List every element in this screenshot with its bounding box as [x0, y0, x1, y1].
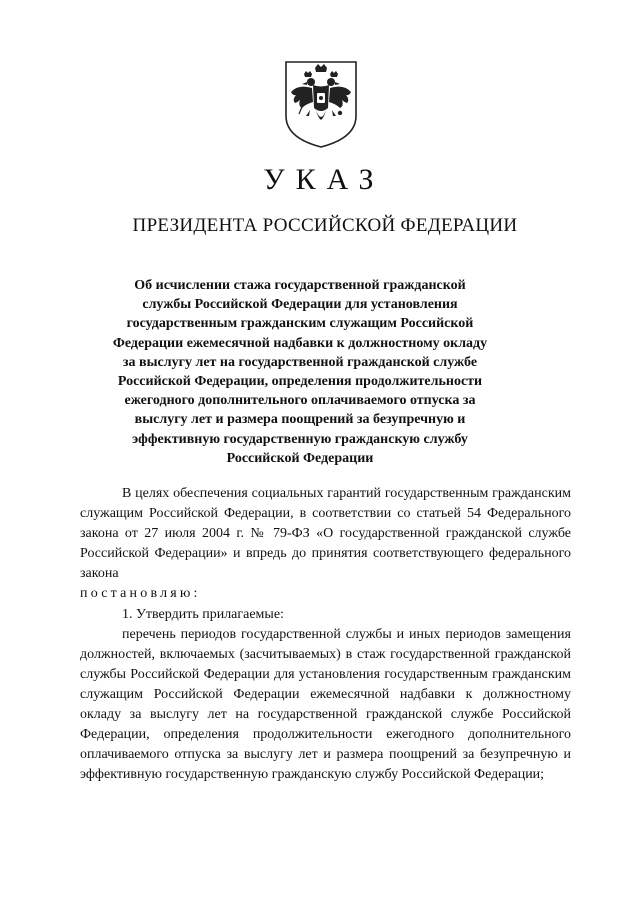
decree-title [90, 276, 510, 468]
title-line: эффективную государственную гражданскую службу [132, 431, 468, 447]
decree-body [80, 484, 571, 785]
title-line: Российской Федерации [226, 450, 374, 466]
coat-of-arms-icon [282, 58, 360, 150]
title-line: государственным гражданским служащим Российской [126, 316, 474, 332]
item-1-heading: 1. Утвердить прилагаемые: [122, 606, 284, 622]
title-line: за выслугу лет на государственной гражданской службе [122, 354, 478, 370]
decree-word: постановляю: [80, 586, 201, 602]
title-line: выслугу лет и размера поощрений за безупречную и [134, 412, 466, 428]
title-line: ежегодного дополнительного оплачиваемого отпуска за [124, 393, 476, 409]
document-type-heading: УКАЗ [263, 163, 385, 196]
title-line: Федерации ежемесячной надбавки к должностному окладу [112, 335, 488, 351]
item-1-text: перечень периодов государственной службы и иных периодов замещения должностей, включаемых (засчитываемых) в стаж государственной гражданской службы Российской Федерации для установления государственным гражданским служащим Российской Федерации ежемесячной надбавки к должностному окладу за выслугу лет на государственной гражданской службе Российской Федерации, определения продолжительности ежегодного дополнительного оплачиваемого отпуска за выслугу лет и размера поощрений за безупречную и эффективную государственную гражданскую службу Российской Федерации; [80, 626, 571, 783]
title-line: службы Российской Федерации для установления [142, 297, 458, 313]
issuer-heading: ПРЕЗИДЕНТА РОССИЙСКОЙ ФЕДЕРАЦИИ [132, 215, 518, 236]
title-line: Об исчислении стажа государственной гражданской [134, 278, 466, 293]
title-line: Российской Федерации, определения продолжительности [117, 374, 483, 390]
preamble-paragraph: В целях обеспечения социальных гарантий государственным гражданским служащим Российской Федерации, в соответствии со статьей 54 Федерального закона от 27 июля 2004 г. № 79-ФЗ «О государственной гражданской службе Российской Федерации» и впредь до принятия соответствующего федерального закона [80, 486, 571, 582]
